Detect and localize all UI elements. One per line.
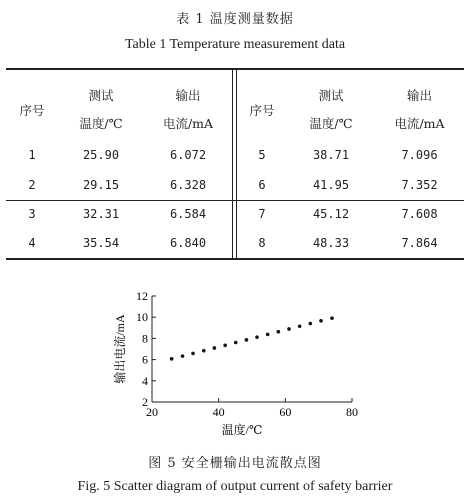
x-tick-label: 20 xyxy=(146,405,158,419)
data-point xyxy=(202,349,206,353)
y-tick-label: 2 xyxy=(142,395,148,409)
table-cell: 7.864 xyxy=(401,236,438,250)
table-cell: 25.90 xyxy=(82,148,120,162)
y-axis-label: 输出电流/mA xyxy=(113,314,127,384)
double-divider-left xyxy=(232,68,233,260)
table-cell: 38.71 xyxy=(312,148,350,162)
table-cell: 3 xyxy=(28,207,36,221)
y-tick-label: 12 xyxy=(136,289,148,303)
x-axis-label: 温度/℃ xyxy=(221,423,263,437)
table-caption-cn: 表 1 温度测量数据 xyxy=(176,12,294,27)
data-point xyxy=(298,324,302,328)
header-temp-left-line1: 测试 xyxy=(88,88,114,103)
table-cell: 8 xyxy=(258,236,266,250)
data-point xyxy=(191,352,195,356)
table-cell: 6.840 xyxy=(169,236,207,250)
table-cell: 6.072 xyxy=(169,148,207,162)
data-point xyxy=(287,327,291,331)
data-point xyxy=(277,330,281,334)
table-cell: 6.328 xyxy=(169,178,207,192)
data-point xyxy=(245,338,249,342)
header-temp-left-line2: 温度/℃ xyxy=(79,116,123,131)
table-cell: 6.584 xyxy=(169,207,207,221)
data-point xyxy=(266,333,270,337)
table-cell: 48.33 xyxy=(312,236,350,250)
table-cell: 4 xyxy=(28,236,36,250)
header-curr-left-line1: 输出 xyxy=(175,88,201,103)
data-point xyxy=(255,335,259,339)
chart-points xyxy=(170,316,334,360)
data-point xyxy=(213,346,217,350)
y-tick-label: 8 xyxy=(142,331,148,346)
bottom-rule xyxy=(6,258,464,260)
header-temp-right-line2: 温度/℃ xyxy=(309,116,353,131)
table-cell: 7.096 xyxy=(401,148,438,162)
data-point xyxy=(170,357,174,361)
y-tick-label: 4 xyxy=(142,373,148,388)
temperature-table xyxy=(6,68,464,260)
header-curr-right-line1: 输出 xyxy=(406,88,432,103)
data-point xyxy=(234,341,238,345)
table-cell: 41.95 xyxy=(312,178,350,192)
header-index-left: 序号 xyxy=(19,103,45,118)
header-curr-left-line2: 电流/mA xyxy=(162,116,214,131)
data-point xyxy=(309,322,313,326)
scatter-chart xyxy=(90,282,380,442)
table-cell: 32.31 xyxy=(82,207,120,221)
data-point xyxy=(319,319,323,323)
data-point xyxy=(181,354,185,358)
figure-caption-en: Fig. 5 Scatter diagram of output current of safety barrier xyxy=(77,479,393,494)
table-cell: 29.15 xyxy=(82,178,120,192)
y-tick-label: 10 xyxy=(136,310,148,325)
x-tick-label: 80 xyxy=(346,405,358,419)
table-cell: 7.608 xyxy=(401,207,438,221)
header-index-right: 序号 xyxy=(249,103,275,118)
table-caption-en: Table 1 Temperature measurement data xyxy=(124,37,346,52)
double-divider-right xyxy=(236,68,237,260)
figure-caption-cn: 图 5 安全栅输出电流散点图 xyxy=(148,456,322,471)
data-point xyxy=(223,343,227,347)
table-cell: 5 xyxy=(258,148,266,162)
table-cell: 2 xyxy=(28,178,36,192)
table-cell: 45.12 xyxy=(312,207,350,221)
table-cell: 7.352 xyxy=(401,178,438,192)
table-cell: 6 xyxy=(258,178,266,192)
table-cell: 35.54 xyxy=(82,236,120,250)
header-curr-right-line2: 电流/mA xyxy=(394,116,445,131)
table-cell: 7 xyxy=(258,207,266,221)
data-point xyxy=(330,316,334,320)
header-temp-right-line1: 测试 xyxy=(318,88,344,103)
x-tick-label: 60 xyxy=(279,405,292,419)
x-tick-label: 40 xyxy=(212,405,225,419)
chart-axes xyxy=(136,289,358,419)
top-rule xyxy=(6,68,464,70)
table-cell: 1 xyxy=(28,148,36,162)
y-tick-label: 6 xyxy=(142,352,148,367)
header-rule xyxy=(6,200,464,201)
